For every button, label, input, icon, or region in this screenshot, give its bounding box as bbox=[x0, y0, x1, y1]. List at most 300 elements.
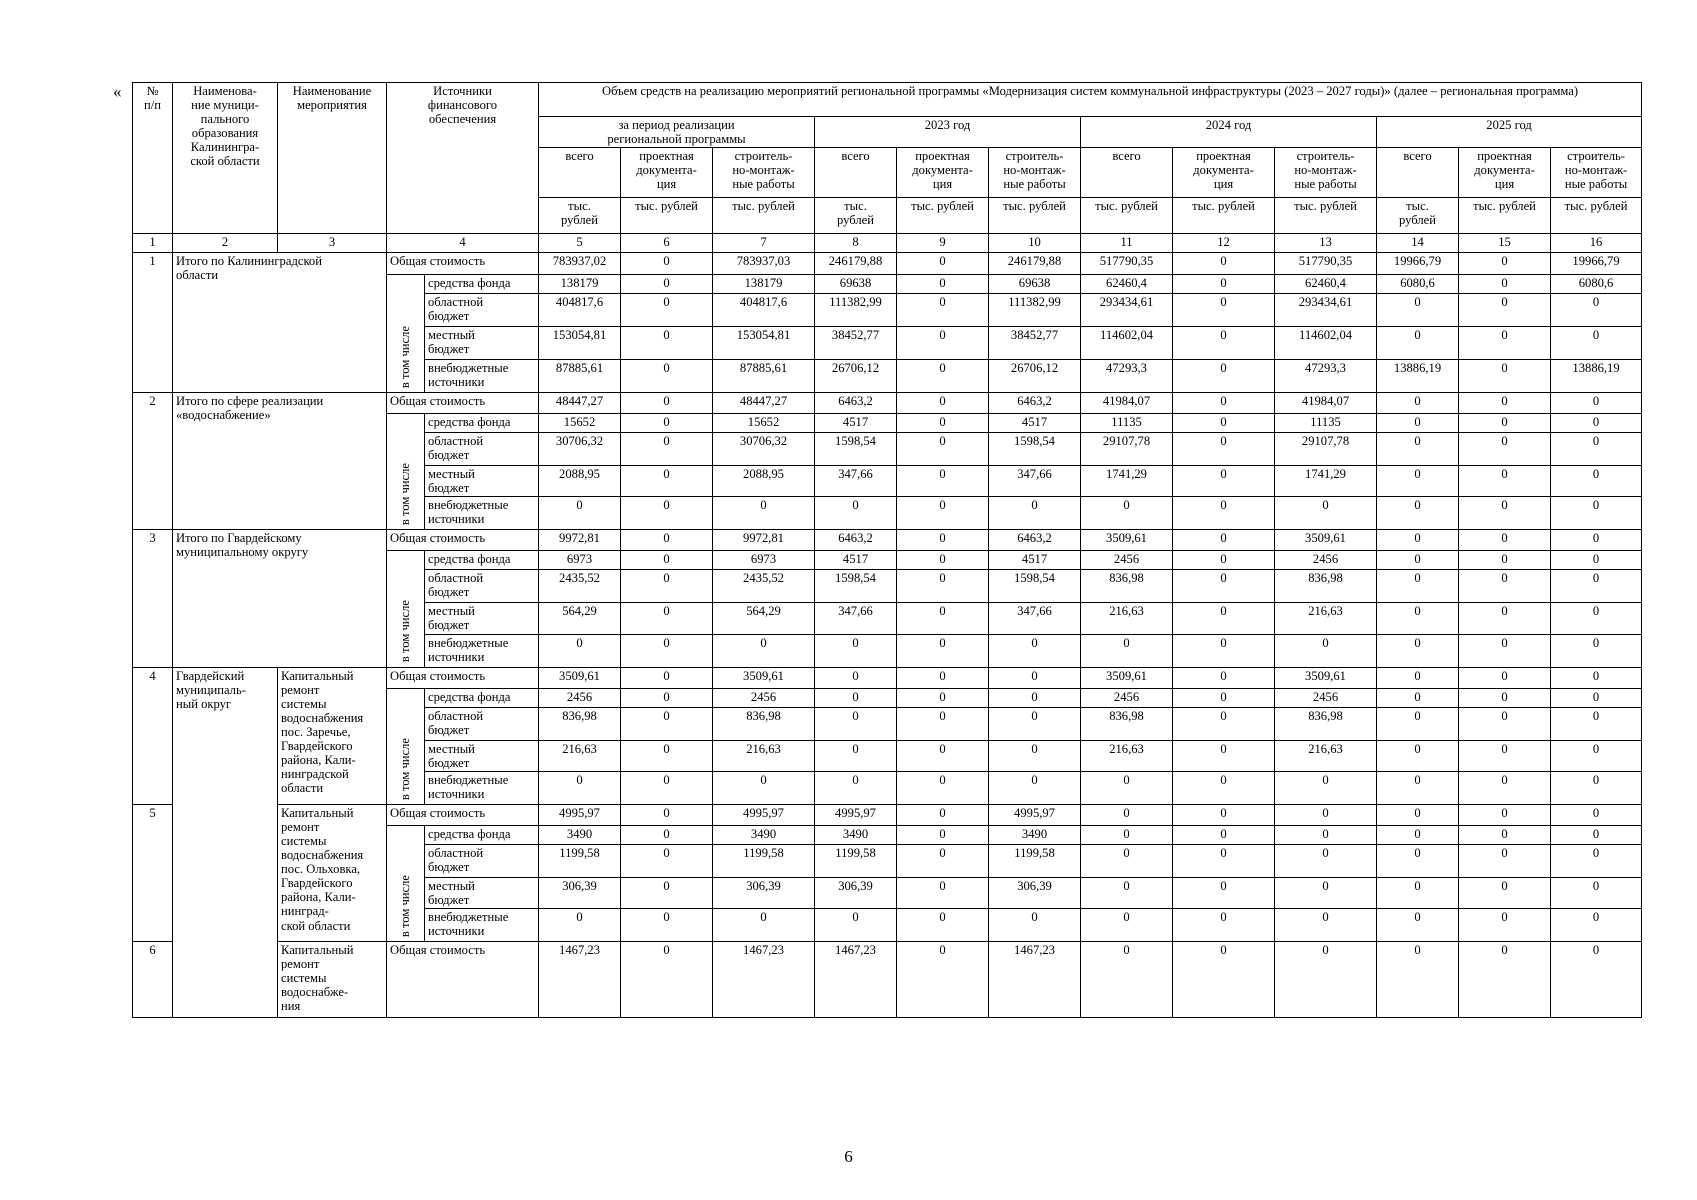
value-cell: 15652 bbox=[713, 414, 815, 433]
value-cell: 1199,58 bbox=[713, 844, 815, 877]
value-cell: 3509,61 bbox=[539, 667, 621, 688]
value-cell: 836,98 bbox=[539, 707, 621, 740]
value-cell: 0 bbox=[1551, 688, 1642, 707]
value-cell: 0 bbox=[1173, 253, 1275, 275]
value-cell: 0 bbox=[1173, 433, 1275, 466]
value-cell: 0 bbox=[1275, 908, 1377, 941]
value-cell: 0 bbox=[1081, 844, 1173, 877]
value-cell: 0 bbox=[815, 771, 897, 804]
value-cell: 0 bbox=[1551, 551, 1642, 570]
value-cell: 0 bbox=[897, 688, 989, 707]
value-cell: 0 bbox=[989, 908, 1081, 941]
value-cell: 0 bbox=[1459, 327, 1551, 360]
value-cell: 0 bbox=[621, 433, 713, 466]
incl-label bbox=[387, 275, 425, 393]
value-cell: 216,63 bbox=[539, 740, 621, 771]
value-cell: 347,66 bbox=[989, 466, 1081, 497]
value-cell: 0 bbox=[1551, 877, 1642, 908]
value-cell: 0 bbox=[1377, 844, 1459, 877]
header-sub-3-0: всего bbox=[1377, 148, 1459, 198]
value-cell: 0 bbox=[989, 707, 1081, 740]
table-row bbox=[133, 393, 1642, 414]
source-total: Общая стоимость bbox=[387, 941, 539, 1017]
value-cell: 1741,29 bbox=[1081, 466, 1173, 497]
header-sub-3-1: проектная документа- ция bbox=[1459, 148, 1551, 198]
header-unit: тыс. рублей bbox=[1081, 198, 1173, 234]
value-cell: 0 bbox=[621, 294, 713, 327]
value-cell: 0 bbox=[1551, 497, 1642, 530]
header-sub-2-0: всего bbox=[1081, 148, 1173, 198]
value-cell: 6080,6 bbox=[1377, 275, 1459, 294]
value-cell: 0 bbox=[1551, 707, 1642, 740]
value-cell: 0 bbox=[539, 908, 621, 941]
header-municipality: Наименова- ние муници- пального образования Калинингра- ской области bbox=[173, 83, 278, 234]
value-cell: 0 bbox=[1459, 844, 1551, 877]
incl-label-text: в том числе bbox=[398, 737, 413, 800]
value-cell: 0 bbox=[1459, 771, 1551, 804]
value-cell: 0 bbox=[1377, 877, 1459, 908]
value-cell: 0 bbox=[1275, 771, 1377, 804]
value-cell: 564,29 bbox=[713, 603, 815, 634]
value-cell: 11135 bbox=[1275, 414, 1377, 433]
value-cell: 0 bbox=[621, 530, 713, 551]
value-cell: 0 bbox=[897, 414, 989, 433]
value-cell: 306,39 bbox=[989, 877, 1081, 908]
value-cell: 0 bbox=[713, 908, 815, 941]
header-sub-2-1: проектная документа- ция bbox=[1173, 148, 1275, 198]
measure-name: Капитальный ремонт системы водоснабжения пос. Заречье, Гвардейского района, Кали- нинградской области bbox=[278, 667, 387, 804]
value-cell: 404817,6 bbox=[539, 294, 621, 327]
column-number: 2 bbox=[173, 234, 278, 253]
value-cell: 0 bbox=[1275, 497, 1377, 530]
value-cell: 0 bbox=[1551, 634, 1642, 667]
value-cell: 0 bbox=[621, 634, 713, 667]
header-unit: тыс. рублей bbox=[713, 198, 815, 234]
value-cell: 62460,4 bbox=[1081, 275, 1173, 294]
source-regional: областной бюджет bbox=[425, 433, 539, 466]
value-cell: 0 bbox=[897, 771, 989, 804]
value-cell: 6080,6 bbox=[1551, 275, 1642, 294]
header-num: № п/п bbox=[133, 83, 173, 234]
value-cell: 6973 bbox=[539, 551, 621, 570]
value-cell: 153054,81 bbox=[713, 327, 815, 360]
row-number: 3 bbox=[133, 530, 173, 667]
value-cell: 138179 bbox=[713, 275, 815, 294]
value-cell: 47293,3 bbox=[1275, 360, 1377, 393]
source-extra: внебюджетные источники bbox=[425, 908, 539, 941]
value-cell: 9972,81 bbox=[713, 530, 815, 551]
value-cell: 0 bbox=[1081, 804, 1173, 825]
value-cell: 404817,6 bbox=[713, 294, 815, 327]
value-cell: 293434,61 bbox=[1275, 294, 1377, 327]
value-cell: 517790,35 bbox=[1275, 253, 1377, 275]
value-cell: 19966,79 bbox=[1377, 253, 1459, 275]
value-cell: 0 bbox=[897, 634, 989, 667]
value-cell: 0 bbox=[1459, 275, 1551, 294]
value-cell: 0 bbox=[1459, 551, 1551, 570]
value-cell: 0 bbox=[621, 740, 713, 771]
value-cell: 0 bbox=[1459, 433, 1551, 466]
value-cell: 836,98 bbox=[1081, 707, 1173, 740]
value-cell: 1741,29 bbox=[1275, 466, 1377, 497]
value-cell: 0 bbox=[1377, 707, 1459, 740]
value-cell: 1199,58 bbox=[539, 844, 621, 877]
column-number: 14 bbox=[1377, 234, 1459, 253]
value-cell: 0 bbox=[1173, 844, 1275, 877]
value-cell: 11135 bbox=[1081, 414, 1173, 433]
value-cell: 0 bbox=[1459, 570, 1551, 603]
value-cell: 836,98 bbox=[1275, 707, 1377, 740]
value-cell: 0 bbox=[1551, 327, 1642, 360]
value-cell: 3509,61 bbox=[1275, 530, 1377, 551]
value-cell: 0 bbox=[621, 908, 713, 941]
value-cell: 0 bbox=[897, 360, 989, 393]
value-cell: 1598,54 bbox=[815, 433, 897, 466]
row-name: Итого по Калининградской области bbox=[173, 253, 387, 393]
row-number: 5 bbox=[133, 804, 173, 941]
value-cell: 47293,3 bbox=[1081, 360, 1173, 393]
value-cell: 836,98 bbox=[1081, 570, 1173, 603]
value-cell: 0 bbox=[1551, 844, 1642, 877]
incl-label bbox=[387, 688, 425, 804]
source-total: Общая стоимость bbox=[387, 253, 539, 275]
value-cell: 0 bbox=[621, 253, 713, 275]
value-cell: 0 bbox=[1459, 294, 1551, 327]
value-cell: 347,66 bbox=[815, 603, 897, 634]
column-number: 13 bbox=[1275, 234, 1377, 253]
value-cell: 3509,61 bbox=[1081, 530, 1173, 551]
header-sub-2-2: строитель- но-монтаж- ные работы bbox=[1275, 148, 1377, 198]
table-row bbox=[133, 530, 1642, 551]
value-cell: 0 bbox=[621, 804, 713, 825]
incl-label bbox=[387, 551, 425, 667]
value-cell: 138179 bbox=[539, 275, 621, 294]
opening-quote: « bbox=[113, 82, 122, 101]
source-local: местный бюджет bbox=[425, 466, 539, 497]
value-cell: 114602,04 bbox=[1081, 327, 1173, 360]
value-cell: 0 bbox=[897, 327, 989, 360]
value-cell: 48447,27 bbox=[539, 393, 621, 414]
header-unit: тыс. рублей bbox=[1551, 198, 1642, 234]
value-cell: 0 bbox=[1377, 327, 1459, 360]
value-cell: 0 bbox=[621, 497, 713, 530]
header-sub-0-2: строитель- но-монтаж- ные работы bbox=[713, 148, 815, 198]
value-cell: 69638 bbox=[815, 275, 897, 294]
value-cell: 0 bbox=[1173, 294, 1275, 327]
value-cell: 0 bbox=[1459, 603, 1551, 634]
value-cell: 0 bbox=[1377, 433, 1459, 466]
value-cell: 0 bbox=[897, 908, 989, 941]
value-cell: 48447,27 bbox=[713, 393, 815, 414]
value-cell: 293434,61 bbox=[1081, 294, 1173, 327]
page-number: 6 bbox=[844, 1147, 853, 1166]
value-cell: 0 bbox=[1173, 360, 1275, 393]
value-cell: 4995,97 bbox=[815, 804, 897, 825]
value-cell: 1467,23 bbox=[989, 941, 1081, 1017]
value-cell: 0 bbox=[897, 740, 989, 771]
value-cell: 0 bbox=[1173, 551, 1275, 570]
value-cell: 0 bbox=[1275, 844, 1377, 877]
value-cell: 19966,79 bbox=[1551, 253, 1642, 275]
value-cell: 0 bbox=[1551, 804, 1642, 825]
value-cell: 0 bbox=[815, 707, 897, 740]
header-sources: Источники финансового обеспечения bbox=[387, 83, 539, 234]
column-number: 9 bbox=[897, 234, 989, 253]
column-number: 3 bbox=[278, 234, 387, 253]
value-cell: 517790,35 bbox=[1081, 253, 1173, 275]
row-name: Итого по Гвардейскому муниципальному округу bbox=[173, 530, 387, 667]
value-cell: 0 bbox=[539, 497, 621, 530]
value-cell: 0 bbox=[1377, 667, 1459, 688]
value-cell: 0 bbox=[897, 844, 989, 877]
value-cell: 69638 bbox=[989, 275, 1081, 294]
value-cell: 0 bbox=[1081, 825, 1173, 844]
source-extra: внебюджетные источники bbox=[425, 497, 539, 530]
value-cell: 6463,2 bbox=[815, 530, 897, 551]
value-cell: 3490 bbox=[815, 825, 897, 844]
value-cell: 0 bbox=[815, 740, 897, 771]
value-cell: 564,29 bbox=[539, 603, 621, 634]
header-sub-1-1: проектная документа- ция bbox=[897, 148, 989, 198]
value-cell: 0 bbox=[1275, 877, 1377, 908]
value-cell: 2456 bbox=[539, 688, 621, 707]
table-row bbox=[133, 941, 1642, 1017]
value-cell: 0 bbox=[1551, 466, 1642, 497]
value-cell: 0 bbox=[713, 634, 815, 667]
column-number: 12 bbox=[1173, 234, 1275, 253]
value-cell: 0 bbox=[1459, 688, 1551, 707]
value-cell: 246179,88 bbox=[989, 253, 1081, 275]
value-cell: 0 bbox=[621, 707, 713, 740]
measure-name: Капитальный ремонт системы водоснабже- ния bbox=[278, 941, 387, 1017]
header-group-2025: 2025 год bbox=[1377, 117, 1642, 148]
source-fund: средства фонда bbox=[425, 825, 539, 844]
value-cell: 0 bbox=[815, 688, 897, 707]
source-total: Общая стоимость bbox=[387, 393, 539, 414]
column-number: 6 bbox=[621, 234, 713, 253]
value-cell: 0 bbox=[621, 360, 713, 393]
value-cell: 0 bbox=[1459, 908, 1551, 941]
value-cell: 0 bbox=[1173, 825, 1275, 844]
value-cell: 0 bbox=[1173, 634, 1275, 667]
column-number: 4 bbox=[387, 234, 539, 253]
value-cell: 0 bbox=[621, 844, 713, 877]
value-cell: 347,66 bbox=[989, 603, 1081, 634]
value-cell: 0 bbox=[897, 804, 989, 825]
value-cell: 2088,95 bbox=[713, 466, 815, 497]
value-cell: 0 bbox=[1081, 908, 1173, 941]
value-cell: 0 bbox=[1459, 360, 1551, 393]
value-cell: 1467,23 bbox=[539, 941, 621, 1017]
source-extra: внебюджетные источники bbox=[425, 771, 539, 804]
value-cell: 29107,78 bbox=[1275, 433, 1377, 466]
value-cell: 2088,95 bbox=[539, 466, 621, 497]
header-sub-3-2: строитель- но-монтаж- ные работы bbox=[1551, 148, 1642, 198]
value-cell: 4517 bbox=[989, 551, 1081, 570]
value-cell: 0 bbox=[1377, 688, 1459, 707]
value-cell: 0 bbox=[897, 466, 989, 497]
row-number: 2 bbox=[133, 393, 173, 530]
value-cell: 111382,99 bbox=[989, 294, 1081, 327]
value-cell: 0 bbox=[1551, 414, 1642, 433]
source-regional: областной бюджет bbox=[425, 844, 539, 877]
value-cell: 0 bbox=[1551, 771, 1642, 804]
value-cell: 4995,97 bbox=[989, 804, 1081, 825]
value-cell: 0 bbox=[1173, 667, 1275, 688]
value-cell: 0 bbox=[1459, 253, 1551, 275]
value-cell: 0 bbox=[1377, 294, 1459, 327]
value-cell: 0 bbox=[621, 551, 713, 570]
value-cell: 0 bbox=[897, 433, 989, 466]
value-cell: 0 bbox=[1173, 877, 1275, 908]
value-cell: 0 bbox=[621, 688, 713, 707]
header-unit: тыс. рублей bbox=[1459, 198, 1551, 234]
value-cell: 0 bbox=[1459, 530, 1551, 551]
header-sub-1-0: всего bbox=[815, 148, 897, 198]
value-cell: 0 bbox=[1377, 570, 1459, 603]
value-cell: 0 bbox=[897, 275, 989, 294]
value-cell: 0 bbox=[897, 667, 989, 688]
value-cell: 0 bbox=[1459, 740, 1551, 771]
incl-label-text: в том числе bbox=[398, 874, 413, 937]
value-cell: 6463,2 bbox=[815, 393, 897, 414]
value-cell: 0 bbox=[897, 941, 989, 1017]
value-cell: 0 bbox=[1173, 414, 1275, 433]
value-cell: 2435,52 bbox=[713, 570, 815, 603]
value-cell: 4517 bbox=[815, 551, 897, 570]
value-cell: 0 bbox=[1173, 497, 1275, 530]
source-regional: областной бюджет bbox=[425, 294, 539, 327]
value-cell: 3490 bbox=[713, 825, 815, 844]
value-cell: 0 bbox=[1551, 603, 1642, 634]
value-cell: 4995,97 bbox=[539, 804, 621, 825]
value-cell: 0 bbox=[713, 771, 815, 804]
value-cell: 0 bbox=[1377, 771, 1459, 804]
value-cell: 9972,81 bbox=[539, 530, 621, 551]
header-sub-0-1: проектная документа- ция bbox=[621, 148, 713, 198]
value-cell: 0 bbox=[621, 667, 713, 688]
header-unit: тыс. рублей bbox=[539, 198, 621, 234]
value-cell: 0 bbox=[1081, 771, 1173, 804]
row-name: Итого по сфере реализации «водоснабжение» bbox=[173, 393, 387, 530]
value-cell: 0 bbox=[1459, 634, 1551, 667]
municipality-name: Гвардейский муниципаль- ный округ bbox=[173, 667, 278, 1017]
value-cell: 216,63 bbox=[1081, 740, 1173, 771]
value-cell: 1467,23 bbox=[815, 941, 897, 1017]
value-cell: 26706,12 bbox=[989, 360, 1081, 393]
incl-label-text: в том числе bbox=[398, 463, 413, 526]
source-total: Общая стоимость bbox=[387, 804, 539, 825]
value-cell: 0 bbox=[1459, 466, 1551, 497]
value-cell: 111382,99 bbox=[815, 294, 897, 327]
value-cell: 4517 bbox=[815, 414, 897, 433]
value-cell: 62460,4 bbox=[1275, 275, 1377, 294]
source-regional: областной бюджет bbox=[425, 707, 539, 740]
value-cell: 306,39 bbox=[539, 877, 621, 908]
value-cell: 783937,03 bbox=[713, 253, 815, 275]
value-cell: 0 bbox=[1275, 825, 1377, 844]
value-cell: 15652 bbox=[539, 414, 621, 433]
value-cell: 0 bbox=[621, 414, 713, 433]
value-cell: 0 bbox=[1551, 740, 1642, 771]
value-cell: 30706,32 bbox=[539, 433, 621, 466]
value-cell: 0 bbox=[1459, 414, 1551, 433]
row-number: 1 bbox=[133, 253, 173, 393]
value-cell: 836,98 bbox=[713, 707, 815, 740]
value-cell: 0 bbox=[897, 253, 989, 275]
column-number: 8 bbox=[815, 234, 897, 253]
value-cell: 0 bbox=[1459, 941, 1551, 1017]
value-cell: 0 bbox=[989, 667, 1081, 688]
value-cell: 0 bbox=[1551, 433, 1642, 466]
value-cell: 0 bbox=[1377, 603, 1459, 634]
column-number: 1 bbox=[133, 234, 173, 253]
column-number: 5 bbox=[539, 234, 621, 253]
value-cell: 1467,23 bbox=[713, 941, 815, 1017]
value-cell: 0 bbox=[539, 771, 621, 804]
incl-label-text: в том числе bbox=[398, 600, 413, 663]
financing-table bbox=[132, 82, 1642, 1018]
column-number: 16 bbox=[1551, 234, 1642, 253]
value-cell: 0 bbox=[1377, 740, 1459, 771]
value-cell: 87885,61 bbox=[713, 360, 815, 393]
source-fund: средства фонда bbox=[425, 688, 539, 707]
value-cell: 0 bbox=[1551, 825, 1642, 844]
value-cell: 0 bbox=[1173, 393, 1275, 414]
value-cell: 216,63 bbox=[1275, 740, 1377, 771]
column-number: 11 bbox=[1081, 234, 1173, 253]
value-cell: 0 bbox=[1377, 551, 1459, 570]
value-cell: 0 bbox=[897, 707, 989, 740]
value-cell: 0 bbox=[1081, 497, 1173, 530]
source-fund: средства фонда bbox=[425, 275, 539, 294]
value-cell: 0 bbox=[1173, 908, 1275, 941]
header-group-2024: 2024 год bbox=[1081, 117, 1377, 148]
value-cell: 0 bbox=[1377, 466, 1459, 497]
value-cell: 41984,07 bbox=[1081, 393, 1173, 414]
value-cell: 0 bbox=[897, 551, 989, 570]
source-total: Общая стоимость bbox=[387, 530, 539, 551]
value-cell: 0 bbox=[1081, 941, 1173, 1017]
value-cell: 0 bbox=[1275, 941, 1377, 1017]
value-cell: 0 bbox=[897, 825, 989, 844]
header-measure: Наименование мероприятия bbox=[278, 83, 387, 234]
value-cell: 0 bbox=[713, 497, 815, 530]
value-cell: 0 bbox=[1173, 707, 1275, 740]
value-cell: 2456 bbox=[1081, 688, 1173, 707]
column-number: 7 bbox=[713, 234, 815, 253]
value-cell: 0 bbox=[897, 530, 989, 551]
value-cell: 0 bbox=[621, 466, 713, 497]
incl-label bbox=[387, 825, 425, 941]
value-cell: 0 bbox=[1377, 497, 1459, 530]
value-cell: 2456 bbox=[1275, 551, 1377, 570]
value-cell: 0 bbox=[989, 740, 1081, 771]
value-cell: 87885,61 bbox=[539, 360, 621, 393]
value-cell: 0 bbox=[621, 275, 713, 294]
value-cell: 38452,77 bbox=[989, 327, 1081, 360]
source-extra: внебюджетные источники bbox=[425, 634, 539, 667]
source-local: местный бюджет bbox=[425, 740, 539, 771]
value-cell: 2435,52 bbox=[539, 570, 621, 603]
value-cell: 783937,02 bbox=[539, 253, 621, 275]
value-cell: 0 bbox=[815, 908, 897, 941]
value-cell: 0 bbox=[1377, 941, 1459, 1017]
value-cell: 216,63 bbox=[713, 740, 815, 771]
value-cell: 0 bbox=[621, 825, 713, 844]
value-cell: 0 bbox=[1173, 804, 1275, 825]
table-row bbox=[133, 804, 1642, 825]
